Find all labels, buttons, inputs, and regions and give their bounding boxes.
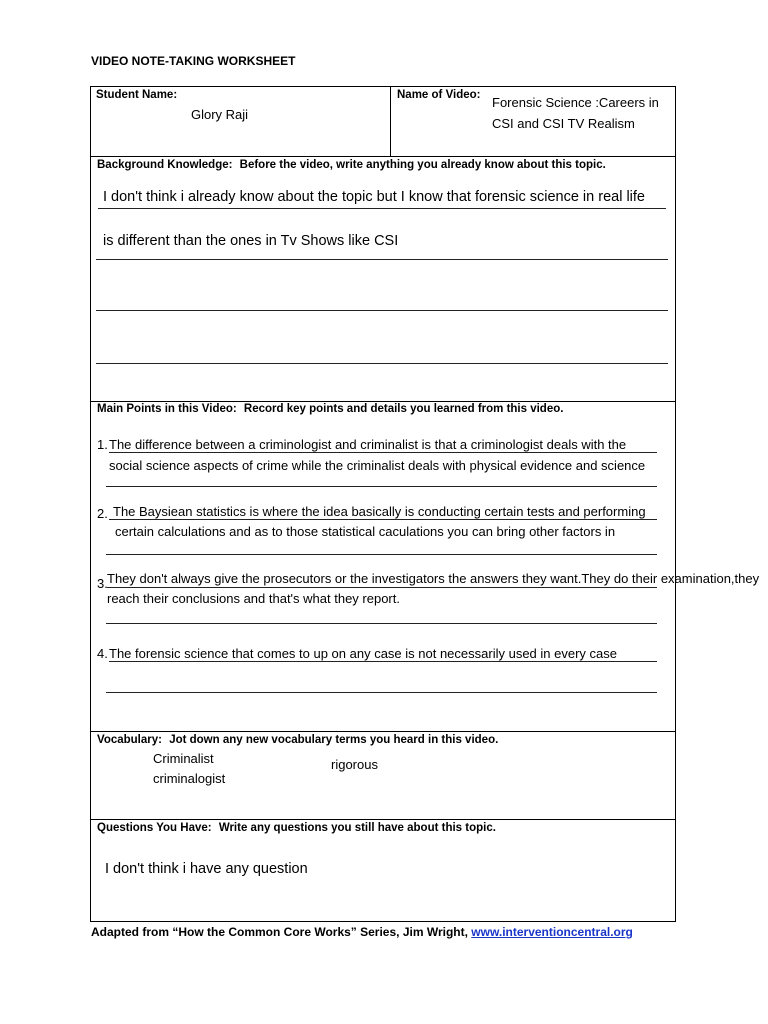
section-divider — [90, 819, 676, 820]
point-1-line2: social science aspects of crime while the criminalist deals with physical evidence and science — [109, 458, 646, 473]
vocabulary-label — [97, 734, 498, 746]
point-3-line2: reach their conclusions and that's what they report. — [107, 591, 400, 606]
point-1-line1: The difference between a criminologist and criminalist is that a criminologist deals with the — [109, 437, 627, 452]
background-label-text: Background Knowledge: — [97, 159, 233, 171]
point-3-line1: They don't always give the prosecutors or the investigators the answers they want.They do their examination,they — [107, 571, 760, 586]
writing-line — [106, 554, 657, 555]
main-points-instruction: Record key points and details you learned from this video. — [243, 403, 564, 415]
writing-line — [109, 452, 657, 453]
point-number: 4. — [97, 646, 108, 661]
video-name-value-line1: Forensic Science :Careers in — [492, 95, 659, 110]
point-number: 2. — [97, 506, 108, 521]
section-divider — [90, 401, 676, 402]
point-2-line2: certain calculations and as to those statistical caculations you can bring other factors in — [115, 524, 616, 539]
vocabulary-instruction: Jot down any new vocabulary terms you heard in this video. — [169, 734, 499, 746]
main-points-label-text: Main Points in this Video: — [97, 403, 237, 415]
footer-text: Adapted from “How the Common Core Works” Series, Jim Wright, — [91, 925, 468, 939]
vocab-term: Criminalist — [153, 751, 214, 766]
writing-line — [109, 519, 657, 520]
writing-line — [96, 310, 668, 311]
questions-instruction: Write any questions you still have about this topic. — [218, 822, 496, 834]
student-name-value: Glory Raji — [191, 107, 249, 122]
vocabulary-label-text: Vocabulary: — [97, 734, 162, 746]
background-instruction: Before the video, write anything you already know about this topic. — [239, 159, 606, 171]
footer-link[interactable]: www.interventioncentral.org — [471, 925, 633, 939]
section-divider — [90, 156, 676, 157]
worksheet-title: VIDEO NOTE-TAKING WORKSHEET — [91, 54, 296, 68]
questions-label — [97, 822, 496, 834]
vocab-term: rigorous — [331, 757, 378, 772]
main-points-label — [97, 403, 563, 415]
video-name-value-line2: CSI and CSI TV Realism — [492, 116, 635, 131]
writing-line — [96, 259, 668, 260]
writing-line — [106, 623, 657, 624]
point-number: 1. — [97, 437, 108, 452]
questions-label-text: Questions You Have: — [97, 822, 212, 834]
writing-line — [109, 661, 657, 662]
writing-line — [107, 587, 657, 588]
writing-line — [96, 363, 668, 364]
footer-attribution — [91, 925, 633, 939]
header-divider — [390, 86, 391, 157]
video-name-label: Name of Video: — [397, 89, 481, 101]
point-2-line1: The Baysiean statistics is where the idea basically is conducting certain tests and performing — [113, 504, 646, 519]
student-name-label: Student Name: — [96, 89, 178, 101]
point-number: 3. — [97, 576, 108, 591]
questions-answer: I don't think i have any question — [105, 861, 308, 877]
vocab-term: criminalogist — [153, 771, 226, 786]
background-knowledge-label — [97, 159, 606, 171]
writing-line — [106, 692, 657, 693]
point-4-line1: The forensic science that comes to up on any case is not necessarily used in every case — [109, 646, 617, 661]
writing-line — [98, 208, 666, 209]
background-answer-line1: I don't think i already know about the topic but I know that forensic science in real life — [103, 189, 645, 205]
section-divider — [90, 731, 676, 732]
background-answer-line2: is different than the ones in Tv Shows like CSI — [103, 233, 399, 249]
writing-line — [106, 486, 657, 487]
